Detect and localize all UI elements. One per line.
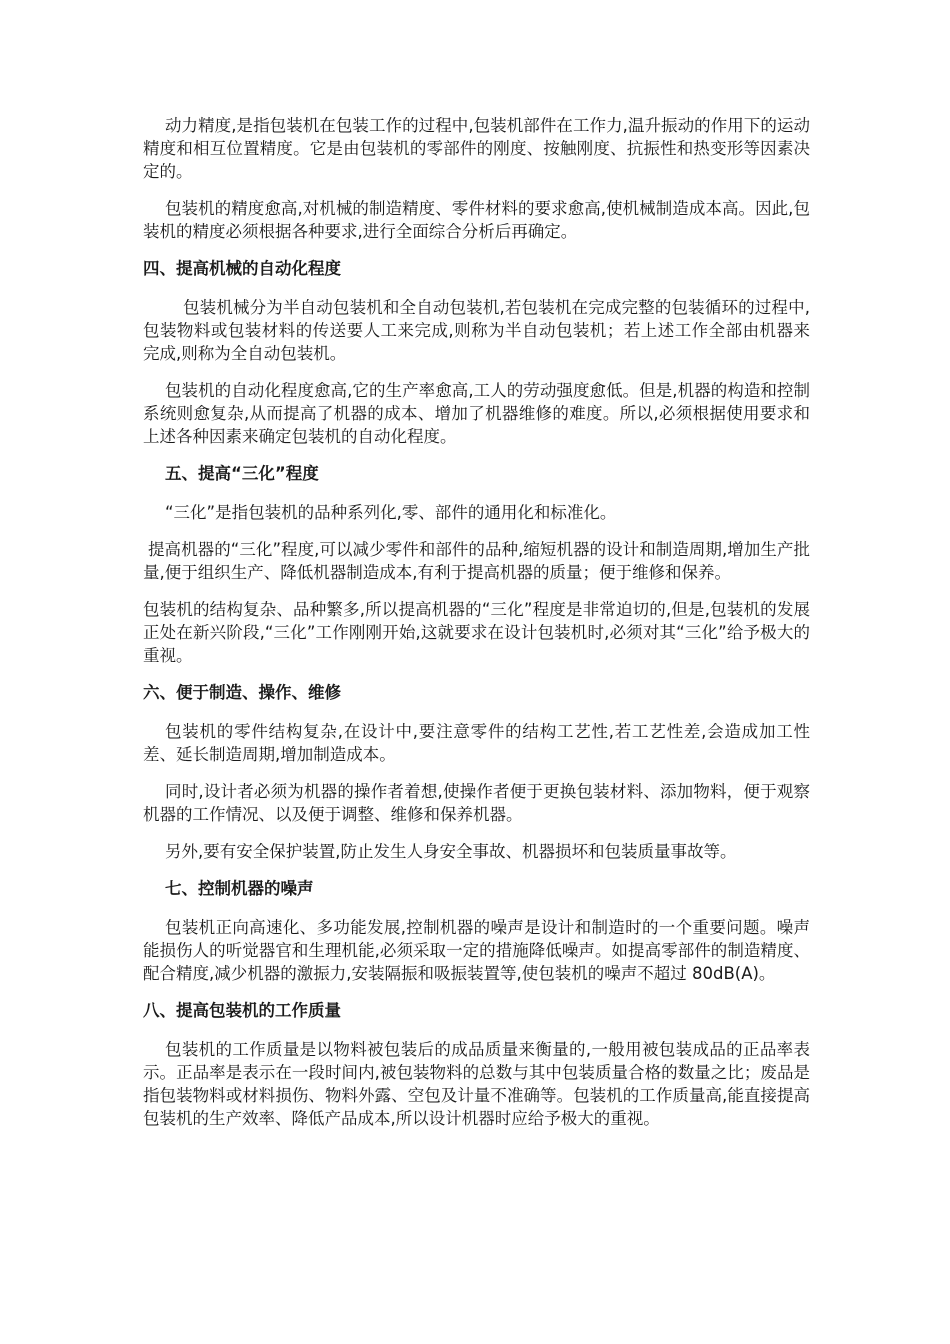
heading-work-quality: 八、提高包装机的工作质量	[143, 1001, 341, 1020]
paragraph-three-definition: “三化”是指包装机的品种系列化,零、部件的通用化和标准化。	[165, 503, 617, 522]
paragraph-work-quality: 包装机的工作质量是以物料被包装后的成品质量来衡量的,一般用被包装成品的正品率表示。正品率是表示在一段时间内,被包装物料的总数与其中包装质量合格的数量之比；废品是指包装物料或材料损伤、物料外露、空包及计量不准确等。包装机的工作质量高,能直接提高包装机的生产效率、降低产品成本,所以设计机器时应给予极大的重视。	[143, 1040, 810, 1128]
heading-noise-control: 七、控制机器的噪声	[165, 879, 314, 898]
paragraph-precision-cost: 包装机的精度愈高,对机械的制造精度、零件材料的要求愈高,使机械制造成本高。因此,包装机的精度必须根据各种要求,进行全面综合分析后再确定。	[143, 199, 810, 241]
paragraph-automation-degree: 包装机的自动化程度愈高,它的生产率愈高,工人的劳动强度愈低。但是,机器的构造和控制系统则愈复杂,从而提高了机器的成本、增加了机器维修的难度。所以,必须根据使用要求和上述各种因素来确定包装机的自动化程度。	[143, 381, 810, 446]
paragraph-dynamic-precision: 动力精度,是指包装机在包装工作的过程中,包装机部件在工作力,温升振动的作用下的运动精度和相互位置精度。它是由包装机的零部件的刚度、按触刚度、抗振性和热变形等因素决定的。	[143, 116, 810, 181]
paragraph-three-benefits: 提高机器的“三化”程度,可以减少零件和部件的品种,缩短机器的设计和制造周期,增加生产批量,便于组织生产、降低机器制造成本,有利于提高机器的质量；便于维修和保养。	[143, 540, 810, 582]
paragraph-automation-types: 包装机械分为半自动包装机和全自动包装机,若包装机在完成完整的包装循环的过程中,包装物料或包装材料的传送要人工来完成,则称为半自动包装机；若上述工作全部由机器来 完成,则称为全自动包装机。	[143, 298, 810, 363]
paragraph-structure-process: 包装机的零件结构复杂,在设计中,要注意零件的结构工艺性,若工艺性差,会造成加工性差、延长制造周期,增加制造成本。	[143, 722, 810, 764]
heading-manufacture-operate-maintain: 六、便于制造、操作、维修	[143, 683, 341, 702]
paragraph-safety: 另外,要有安全保护装置,防止发生人身安全事故、机器损坏和包装质量事故等。	[165, 842, 737, 861]
paragraph-operator: 同时,设计者必须为机器的操作者着想,使操作者便于更换包装材料、添加物料，便于观察机器的工作情况、以及便于调整、维修和保养机器。	[143, 782, 810, 824]
paragraph-three-urgency: 包装机的结构复杂、品种繁多,所以提高机器的“三化”程度是非常迫切的,但是,包装机的发展正处在新兴阶段,“三化”工作刚刚开始,这就要求在设计包装机时,必须对其“三化”给予极大的重视。	[143, 600, 810, 665]
heading-automation: 四、提高机械的自动化程度	[143, 259, 341, 278]
heading-three-standardizations: 五、提高“三化”程度	[165, 464, 319, 483]
paragraph-noise: 包装机正向高速化、多功能发展,控制机器的噪声是设计和制造时的一个重要问题。噪声能损伤人的听觉器官和生理机能,必须采取一定的措施降低噪声。如提高零部件的制造精度、配合精度,减少机器的激振力,安装隔振和吸振装置等,使包装机的噪声不超过 80dB(A)。	[143, 918, 810, 983]
